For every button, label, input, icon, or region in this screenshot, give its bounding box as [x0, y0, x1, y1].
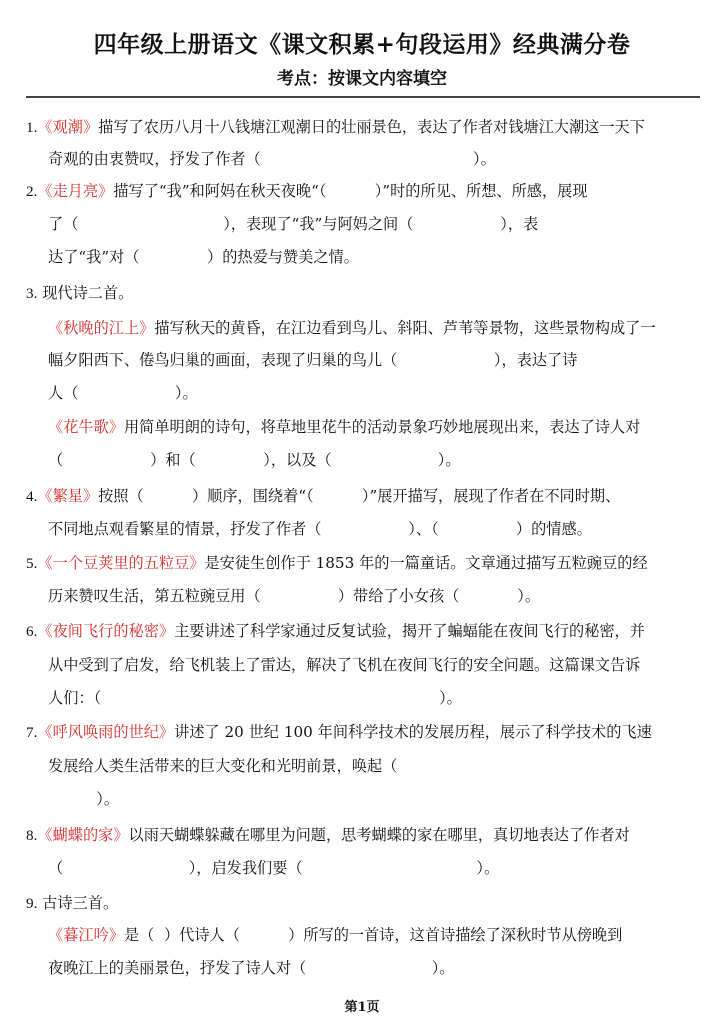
question-1-line-1: 1.《观潮》描写了农历八月十八钱塘江观潮日的壮丽景色，表达了作者对钱塘江大潮这一天下 — [26, 118, 645, 136]
question-3-poem-2-line-2[interactable]: （ ）和（ ），以及（ ）。 — [48, 451, 461, 469]
question-2-line-2[interactable]: 了（ ），表现了“我”与阿妈之间（ ），表 — [48, 215, 539, 233]
question-4-line-1[interactable]: 4.《繁星》按照（ ）顺序，围绕着“（ ）”展开描写，展现了作者在不同时期、 — [26, 487, 621, 505]
question-3-poem-1-line-2[interactable]: 幅夕阳西下、倦鸟归巢的画面，表现了归巢的鸟儿（ ），表达了诗 — [48, 351, 578, 369]
question-1-line-2[interactable]: 奇观的由衷赞叹，抒发了作者（ ）。 — [48, 150, 496, 168]
question-6-line-1: 6.《夜间飞行的秘密》主要讲述了科学家通过反复试验，揭开了蝙蝠能在夜间飞行的秘密，并 — [26, 622, 645, 640]
question-6-line-2: 从中受到了启发，给飞机装上了雷达，解决了飞机在夜间飞行的安全问题。这篇课文告诉 — [48, 656, 641, 674]
question-2-line-1[interactable]: 2.《走月亮》描写了“我”和阿妈在秋天夜晚“（ ）”时的所见、所想、所感，展现 — [26, 182, 588, 200]
question-5-line-1: 5.《一个豆荚里的五粒豆》是安徒生创作于 1853 年的一篇童话。文章通过描写五粒豌豆的经 — [26, 554, 648, 572]
lesson-title: 《繁星》 — [37, 487, 99, 505]
header-divider — [26, 96, 700, 98]
question-7-line-3[interactable]: ）。 — [48, 790, 120, 808]
lesson-title: 《花牛歌》 — [48, 418, 124, 436]
question-3-poem-1-line-3[interactable]: 人（ ）。 — [48, 384, 198, 402]
lesson-title: 《呼风唤雨的世纪》 — [37, 723, 175, 741]
lesson-title: 《观潮》 — [37, 118, 99, 136]
question-3-heading: 3. 现代诗二首。 — [26, 284, 134, 302]
lesson-title: 《一个豆荚里的五粒豆》 — [37, 554, 205, 572]
question-8-line-2[interactable]: （ ），启发我们要（ ）。 — [48, 859, 500, 877]
question-6-line-3[interactable]: 人们：（ ）。 — [48, 689, 462, 707]
lesson-title: 《夜间飞行的秘密》 — [37, 622, 175, 640]
question-5-line-2[interactable]: 历来赞叹生活，第五粒豌豆用（ ）带给了小女孩（ ）。 — [48, 587, 541, 605]
question-3-poem-1-line-1: 《秋晚的江上》描写秋天的黄昏，在江边看到鸟儿、斜阳、芦苇等景物，这些景物构成了一 — [48, 319, 656, 337]
page-number: 第1页 — [344, 1000, 380, 1015]
question-3-poem-2-line-1: 《花牛歌》用简单明朗的诗句，将草地里花牛的活动景象巧妙地展现出来，表达了诗人对 — [48, 418, 641, 436]
lesson-title: 《暮江吟》 — [48, 926, 124, 944]
page-title: 四年级上册语文《课文积累+句段运用》经典满分卷 — [93, 31, 631, 58]
question-7-line-1: 7.《呼风唤雨的世纪》讲述了 20 世纪 100 年间科学技术的发展历程，展示了科学技术的飞速 — [26, 723, 652, 741]
question-8-line-1: 8.《蝴蝶的家》以雨天蝴蝶躲藏在哪里为问题，思考蝴蝶的家在哪里，真切地表达了作者对 — [26, 826, 630, 844]
question-9-poem-1-line-1[interactable]: 《暮江吟》是（ ）代诗人（ ）所写的一首诗，这首诗描绘了深秋时节从傍晚到 — [48, 926, 623, 944]
page-subtitle: 考点：按课文内容填空 — [277, 69, 447, 89]
question-4-line-2[interactable]: 不同地点观看繁星的情景，抒发了作者（ ）、（ ）的情感。 — [48, 520, 592, 538]
question-7-line-2[interactable]: 发展给人类生活带来的巨大变化和光明前景，唤起（ — [48, 757, 398, 775]
question-2-line-3[interactable]: 达了“我”对（ ）的热爱与赞美之情。 — [48, 248, 359, 266]
lesson-title: 《走月亮》 — [37, 182, 114, 200]
question-9-poem-1-line-2[interactable]: 夜晚江上的美丽景色，抒发了诗人对（ ）。 — [48, 959, 455, 977]
question-9-heading: 9. 古诗三首。 — [26, 894, 119, 912]
lesson-title: 《秋晚的江上》 — [48, 319, 155, 337]
lesson-title: 《蝴蝶的家》 — [37, 826, 129, 844]
